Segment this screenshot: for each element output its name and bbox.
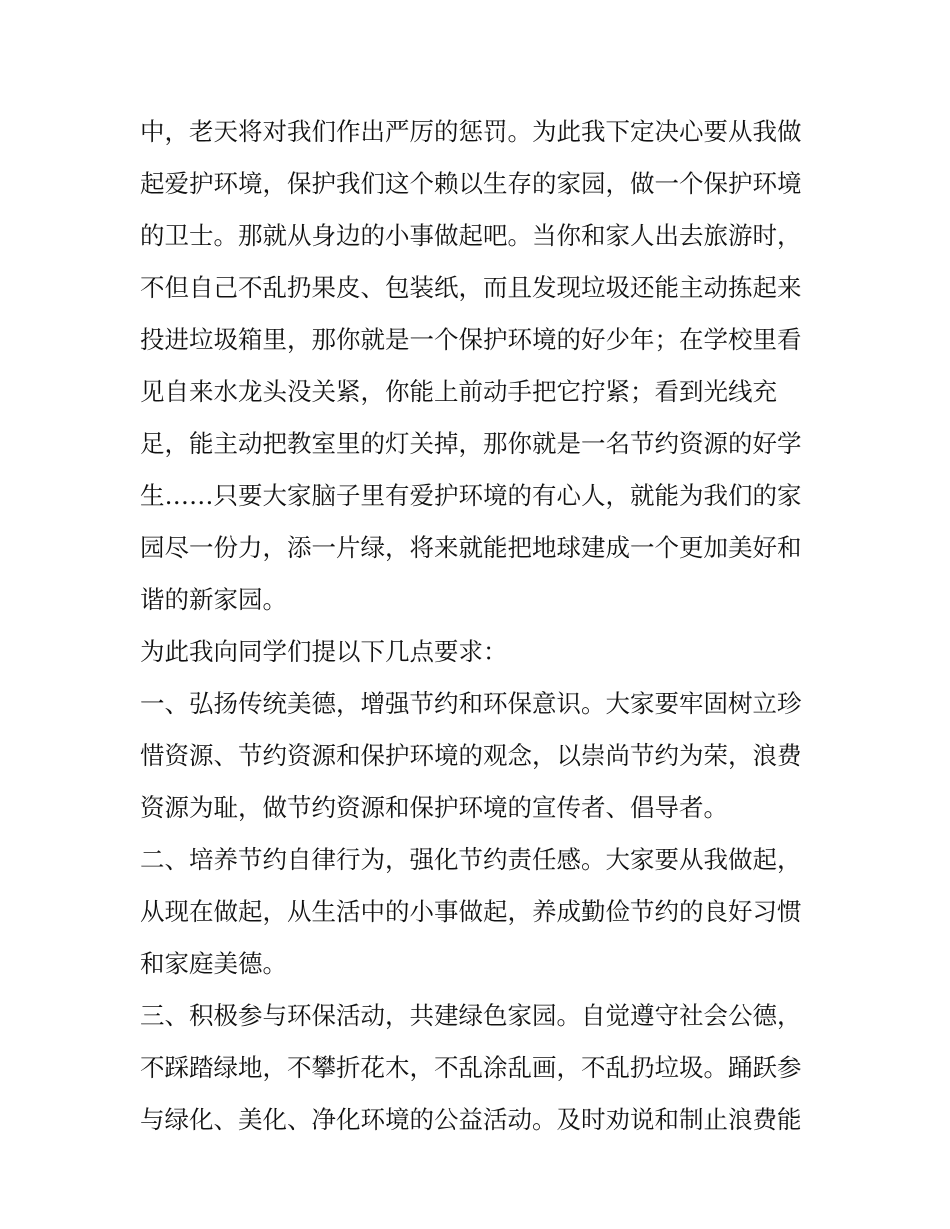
text-line: 不踩踏绿地，不攀折花木，不乱涂乱画，不乱扔垃圾。踊跃参 <box>140 1053 802 1082</box>
text-line: 谐的新家园。 <box>140 585 287 614</box>
text-line: 园尽一份力，添一片绿，将来就能把地球建成一个更加美好和 <box>140 533 802 562</box>
text-line: 不但自己不乱扔果皮、包装纸，而且发现垃圾还能主动拣起来 <box>140 273 802 302</box>
text-line: 中，老天将对我们作出严厉的惩罚。为此我下定决心要从我做 <box>140 117 802 146</box>
text-line: 资源为耻，做节约资源和保护环境的宣传者、倡导者。 <box>140 793 728 822</box>
text-line: 投进垃圾箱里，那你就是一个保护环境的好少年；在学校里看 <box>140 325 802 354</box>
text-line: 一、弘扬传统美德，增强节约和环保意识。大家要牢固树立珍 <box>140 689 802 718</box>
text-line: 从现在做起，从生活中的小事做起，养成勤俭节约的良好习惯 <box>140 897 802 926</box>
text-line: 二、培养节约自律行为，强化节约责任感。大家要从我做起， <box>140 845 802 874</box>
text-line: 惜资源、节约资源和保护环境的观念，以崇尚节约为荣，浪费 <box>140 741 802 770</box>
text-line: 足，能主动把教室里的灯关掉，那你就是一名节约资源的好学 <box>140 429 802 458</box>
text-line: 为此我向同学们提以下几点要求： <box>140 637 508 666</box>
text-line: 的卫士。那就从身边的小事做起吧。当你和家人出去旅游时， <box>140 221 802 250</box>
text-line: 见自来水龙头没关紧，你能上前动手把它拧紧；看到光线充 <box>140 377 777 406</box>
text-line: 起爱护环境，保护我们这个赖以生存的家园，做一个保护环境 <box>140 169 802 198</box>
text-line: 和家庭美德。 <box>140 949 287 978</box>
text-line: 与绿化、美化、净化环境的公益活动。及时劝说和制止浪费能 <box>140 1105 802 1134</box>
document-body <box>140 106 820 1146</box>
text-line: 三、积极参与环保活动，共建绿色家园。自觉遵守社会公德， <box>140 1001 802 1030</box>
text-line: 生……只要大家脑子里有爱护环境的有心人，就能为我们的家 <box>140 481 802 510</box>
